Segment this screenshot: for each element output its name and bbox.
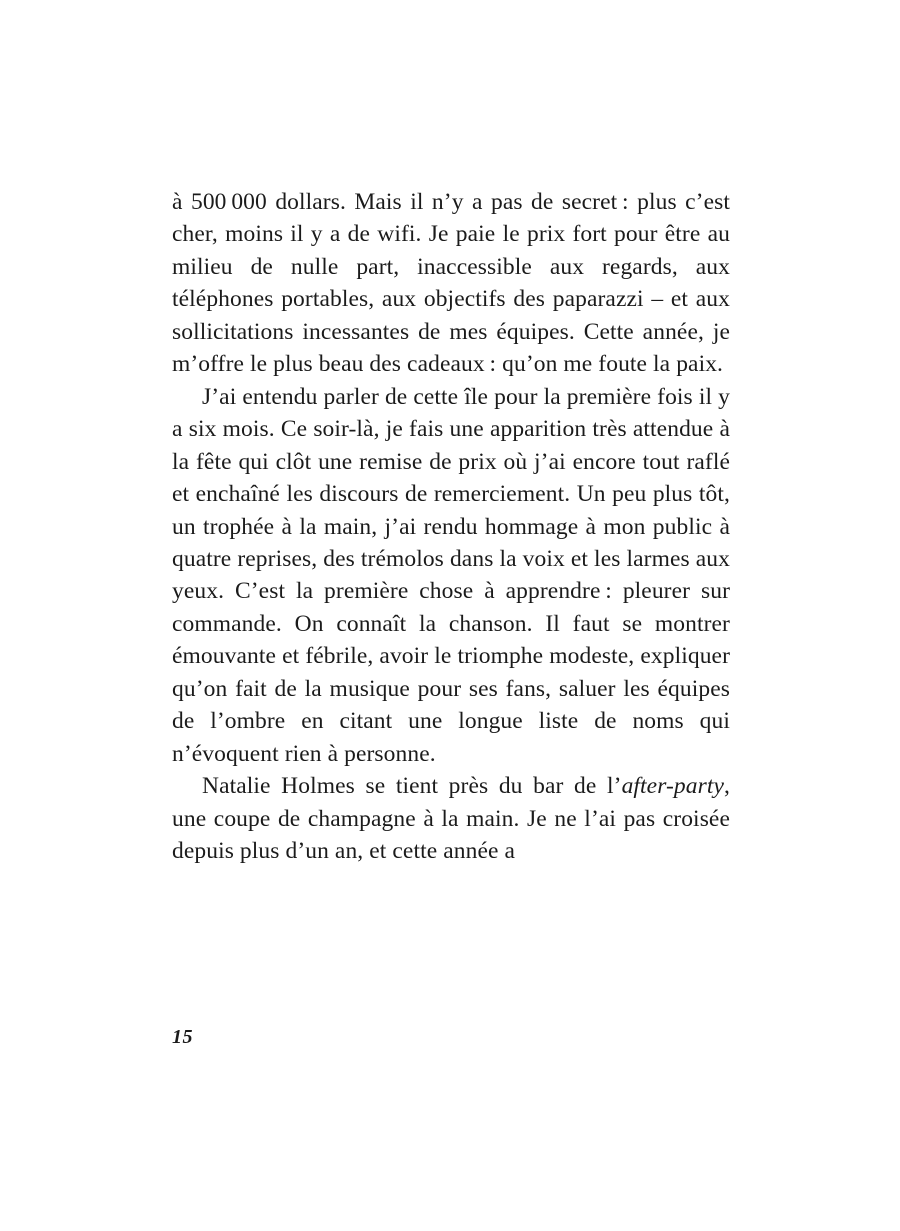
- text-run: J’ai entendu parler de cette île pour la première fois il y a six mois. Ce soir-là, je fais une apparition très attendue à la fête qui clôt une remise de prix où j’ai encore tout raflé et enchaîné les discours de remerciement. Un peu plus tôt, un trophée à la main, j’ai rendu hommage à mon public à quatre reprises, des trémolos dans la voix et les larmes aux yeux. C’est la première chose à apprendre : pleurer sur commande. On connaît la chanson. Il faut se montrer émouvante et fébrile, avoir le triomphe modeste, expliquer qu’on fait de la musique pour ses fans, saluer les équipes de l’ombre en citant une longue liste de noms qui n’évoquent rien à personne.: [172, 383, 730, 767]
- paragraph: [172, 381, 730, 770]
- paragraph: [172, 186, 730, 381]
- text-run: Natalie Holmes se tient près du bar de l’: [202, 773, 622, 800]
- page-text: [172, 186, 730, 868]
- text-run: , une coupe de champagne à la main. Je ne l’ai pas croisée depuis plus d’un an, et cette année a: [172, 773, 730, 865]
- text-run: à 500 000 dollars. Mais il n’y a pas de secret : plus c’est cher, moins il y a de wifi. Je paie le prix fort pour être au milieu de nulle part, inaccessible aux regards, aux téléphones portables, aux objectifs des paparazzi – et aux sollicitations incessantes de mes équipes. Cette année, je m’offre le plus beau des cadeaux : qu’on me foute la paix.: [172, 189, 730, 378]
- italic-text-run: after-party: [621, 773, 725, 800]
- page-number: 15: [172, 1026, 193, 1048]
- paragraph: [172, 770, 730, 867]
